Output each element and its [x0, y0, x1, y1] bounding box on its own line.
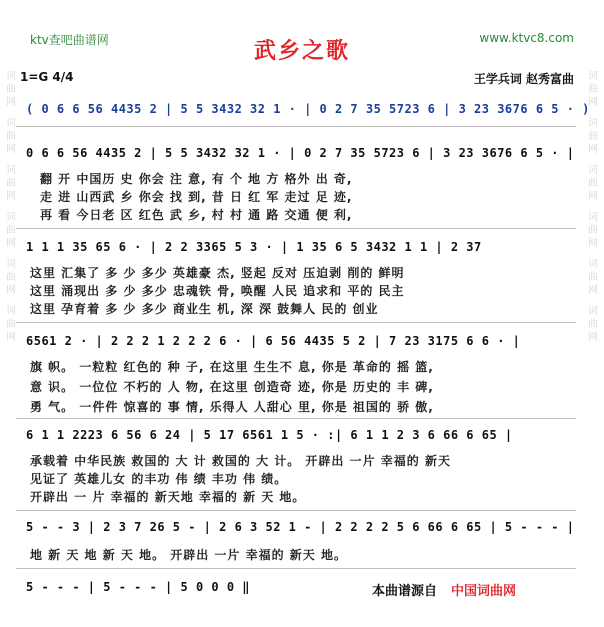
- watermark-text: 词曲网: [6, 118, 16, 155]
- lyric-verse-3: 勇 气。 一件件 惊喜的 事 情, 乐得人 人甜心 里, 你是 祖国的 骄 傲,: [30, 400, 434, 414]
- lyric-verse-2: 这里 涌现出 多 少 多少 忠魂铁 骨, 唤醒 人民 追求和 平的 民主: [30, 284, 405, 298]
- lyric-verse-1: 翻 开 中国历 史 你会 注 意, 有 个 地 方 格外 出 奇,: [40, 172, 353, 186]
- key-signature: 1=G 4/4: [20, 70, 74, 84]
- lyric-verse-1: 旗 帜。 一粒粒 红色的 种 子, 在这里 生生不 息, 你是 革命的 摇 篮,: [30, 360, 434, 374]
- divider: [16, 126, 576, 127]
- watermark-text: 词曲网: [588, 118, 598, 155]
- lyric-verse-1: 这里 汇集了 多 少 多少 英雄豪 杰, 竖起 反对 压迫剥 削的 鲜明: [30, 266, 405, 280]
- divider: [16, 418, 576, 419]
- credits: 王学兵词 赵秀富曲: [473, 72, 574, 86]
- notation-line: 6 1 1 2223 6 56 6 24 | 5 17 6561 1 5 · :| 6 1 1 2 3 6 66 6 65 |: [26, 428, 513, 442]
- watermark-text: 词曲网: [6, 306, 16, 343]
- site-name-left: ktv查吧曲谱网: [30, 33, 109, 47]
- watermark-text: 词曲网: [588, 306, 598, 343]
- page-title: 武乡之歌: [253, 38, 350, 64]
- lyric-verse-3: 再 看 今日老 区 红色 武 乡, 村 村 通 路 交通 便 利,: [40, 208, 353, 222]
- watermark-text: 词曲网: [6, 71, 16, 108]
- source-credit: [372, 580, 516, 599]
- notation-line: 5 - - 3 | 2 3 7 26 5 - | 2 6 3 52 1 - | 2 2 2 2 5 6 66 6 65 | 5 - - - |: [26, 520, 575, 534]
- site-url-right: www.ktvc8.com: [479, 31, 574, 45]
- watermark-text: 词曲网: [6, 212, 16, 249]
- notation-line: 5 - - - | 5 - - - | 5 0 0 0 ‖: [26, 580, 251, 594]
- source-prefix: 本曲谱源自: [372, 584, 438, 599]
- lyric-verse-2: 见证了 英雄儿女 的丰功 伟 绩 丰功 伟 绩。: [30, 472, 288, 486]
- lyric-verse-1: 地 新 天 地 新 天 地。 开辟出 一片 幸福的 新天 地。: [30, 548, 347, 562]
- divider: [16, 322, 576, 323]
- source-site: 中国词曲网: [451, 584, 517, 599]
- watermark-text: 词曲网: [588, 259, 598, 296]
- notation-line: 1 1 1 35 65 6 · | 2 2 3365 5 3 · | 1 35 6 5 3432 1 1 | 2 37: [26, 240, 482, 254]
- watermark-text: 词曲网: [6, 259, 16, 296]
- watermark-left: [4, 70, 18, 352]
- notation-line: 6561 2 · | 2 2 2 1 2 2 2 6 · | 6 56 4435 5 2 | 7 23 3175 6 6 · |: [26, 334, 521, 348]
- watermark-text: 词曲网: [588, 71, 598, 108]
- notation-line: 0 6 6 56 4435 2 | 5 5 3432 32 1 · | 0 2 7 35 5723 6 | 3 23 3676 6 5 · |: [26, 146, 575, 160]
- divider: [16, 228, 576, 229]
- divider: [16, 568, 576, 569]
- watermark-text: 词曲网: [6, 165, 16, 202]
- watermark-text: 词曲网: [588, 165, 598, 202]
- lyric-verse-3: 这里 孕育着 多 少 多少 商业生 机, 深 深 鼓舞人 民的 创业: [30, 302, 379, 316]
- lyric-verse-1: 承载着 中华民族 救国的 大 计 救国的 大 计。 开辟出 一片 幸福的 新天: [30, 454, 451, 468]
- lyric-verse-3: 开辟出 一 片 幸福的 新天地 幸福的 新 天 地。: [30, 490, 306, 504]
- divider: [16, 510, 576, 511]
- lyric-verse-2: 意 识。 一位位 不朽的 人 物, 在这里 创造奇 迹, 你是 历史的 丰 碑,: [30, 380, 434, 394]
- watermark-text: 词曲网: [588, 212, 598, 249]
- lyric-verse-2: 走 进 山西武 乡 你会 找 到, 昔 日 红 军 走过 足 迹,: [40, 190, 353, 204]
- intro-notation: ( 0 6 6 56 4435 2 | 5 5 3432 32 1 · | 0 2 7 35 5723 6 | 3 23 3676 6 5 · ): [26, 102, 590, 116]
